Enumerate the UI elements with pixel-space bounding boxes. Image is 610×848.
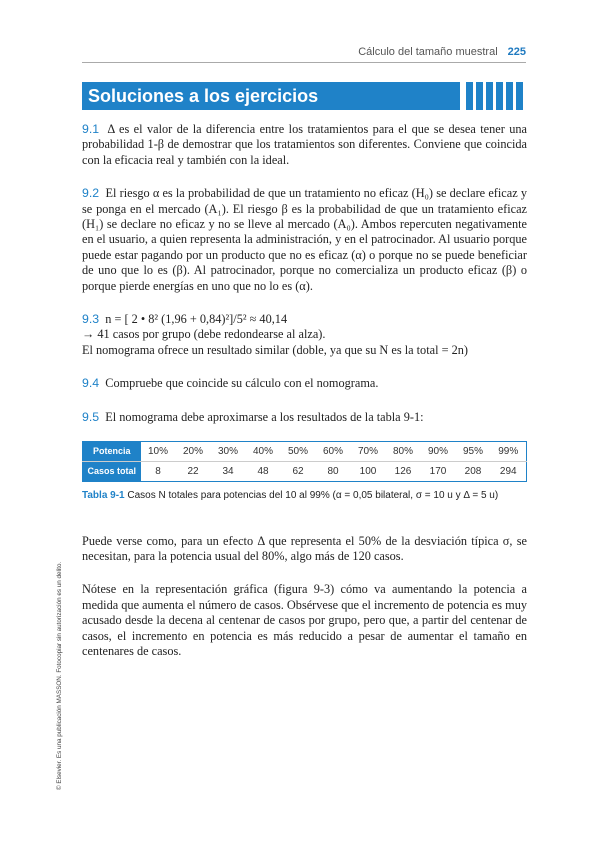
section-banner: Soluciones a los ejercicios	[82, 82, 460, 110]
table-cell: 294	[499, 465, 517, 477]
body-paragraph: Nótese en la representación gráfica (figura 9-3) cómo va aumentando la potencia a medida que aumenta el número de casos. Obsérvese que el incremento de potencia es muy acusado desde la decena al centenar de casos por grupo, pero que, a partir del centenar de casos, el incremento en potencia es más reducido a pesar de aumentar el tamaño en centenares de casos.	[82, 582, 527, 658]
answer-9-3: 9.3 n = [ 2 • 8² (1,96 + 0,84)²]/5² ≈ 40,14 → 41 casos por grupo (debe redondearse al alza). El nomograma ofrece un resultado similar (doble, ya que su N es la total = 2n)	[82, 312, 468, 357]
content	[82, 122, 527, 677]
copyright-note: © Elsevier. Es una publicación MASSON. Fotocopiar sin autorización es un delito.	[56, 561, 63, 790]
table-cell: 48	[257, 465, 269, 477]
body-paragraph: Puede verse como, para un efecto Δ que representa el 50% de la desviación típica σ, se necesitan, para la potencia usual del 80%, algo más de 120 casos.	[82, 533, 527, 563]
header-title: Cálculo del tamaño muestral	[358, 46, 498, 58]
table-cell: 80%	[386, 442, 421, 462]
table-cell: 50%	[281, 442, 316, 462]
table-cell: 95%	[456, 442, 491, 462]
table-cell: 40%	[246, 442, 281, 462]
table-cell: 170	[429, 465, 447, 477]
table-cell: 60%	[316, 442, 351, 462]
table-cell: 62	[292, 465, 304, 477]
table-cell: 30%	[211, 442, 246, 462]
table-cell: 126	[394, 465, 412, 477]
row-label: Potencia	[83, 442, 141, 462]
row-label: Casos total	[83, 462, 141, 482]
answer-9-4: 9.4 Compruebe que coincide su cálculo con el nomograma.	[82, 376, 379, 391]
table-cell: 22	[187, 465, 199, 477]
answer-9-5: 9.5 El nomograma debe aproximarse a los resultados de la tabla 9-1:	[82, 409, 424, 424]
table-cell: 90%	[421, 442, 456, 462]
power-table	[82, 441, 527, 482]
answer-9-1: 9.1 Δ es el valor de la diferencia entre los tratamientos para el que se desea tener una probabilidad 1-β de demostrar que los tratamientos son diferentes. Conviene que coincida con la eficacia real y también con la ideal.	[82, 122, 527, 167]
table-cell: 10%	[141, 442, 176, 462]
table-cell: 34	[222, 465, 234, 477]
table-cell: 208	[464, 465, 482, 477]
banner-bars	[466, 82, 523, 110]
table-cell: 100	[359, 465, 377, 477]
page-number: 225	[507, 46, 526, 58]
table-row	[83, 442, 527, 462]
header-rule	[82, 62, 526, 63]
table-cell: 8	[155, 465, 161, 477]
table-cell: 70%	[351, 442, 386, 462]
table-cell: 80	[327, 465, 339, 477]
answer-9-2: 9.2 El riesgo α es la probabilidad de que un tratamiento no eficaz (H₀) se declare eficaz y se ponga en el mercado (A₁). El riesgo β es la probabilidad de que un tratamiento eficaz (H₁) se declare no eficaz y no se lleve al mercado (A₀). Ambos repercuten negativamente en el usuario, a quien representa la administración, y en el patrocinador. Al usuario porque puede estar pagando por un producto que no es eficaz (α) o porque no se puede beneficiar de uno que lo es (β). Al patrocinador, porque no comercializa un producto eficaz (β) o porque pierde energías en uno que no lo es (α).	[82, 186, 527, 293]
table-caption: Tabla 9-1 Casos N totales para potencias del 10 al 99% (α = 0,05 bilateral, σ = 10 u y Δ = 5 u)	[82, 490, 499, 502]
running-header	[358, 46, 526, 58]
table-cell: 20%	[176, 442, 211, 462]
table-row	[83, 462, 527, 482]
table-cell: 99%	[491, 442, 527, 462]
